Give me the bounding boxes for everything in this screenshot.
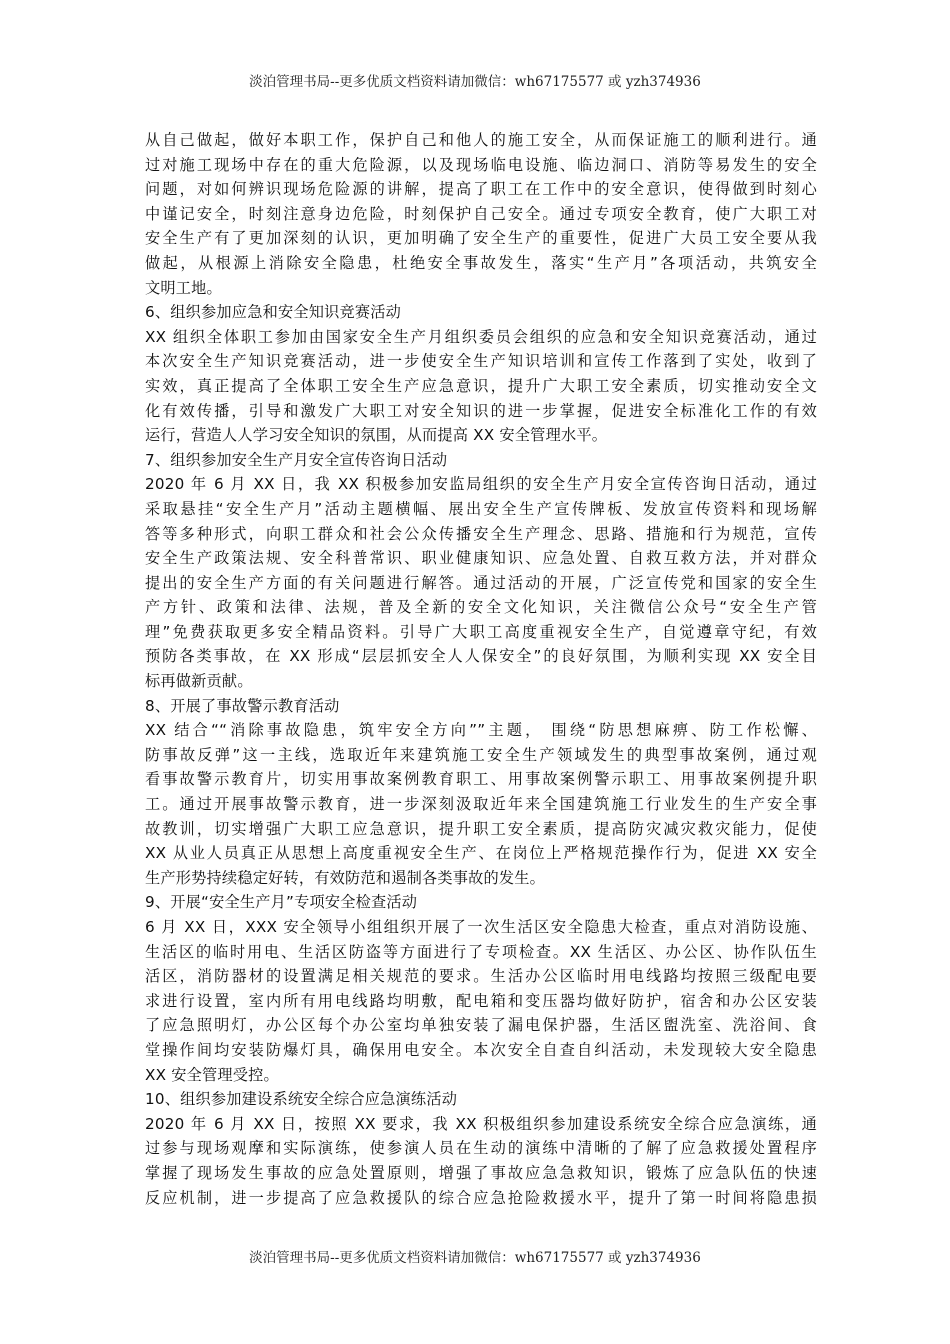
text-line: 了应急照明灯，办公区每个办公室均单独安装了漏电保护器，生活区盥洗室、洗浴间、食 (145, 1016, 817, 1035)
text-line: 求进行设置，室内所有用电线路均明敷，配电箱和变压器均做好防护，宿舍和办公区安装 (145, 991, 817, 1010)
section-heading: 10、组织参加建设系统安全综合应急演练活动 (145, 1090, 458, 1109)
text-line: 过参与现场观摩和实际演练，使参演人员在生动的演练中清晰的了解了应急救援处置程序 (145, 1139, 817, 1158)
text-line: 反应机制，进一步提高了应急救援队的综合应急抢险救援水平，提升了第一时间将隐患损 (145, 1188, 817, 1207)
text-line: 做起，从根源上消除安全隐患，杜绝安全事故发生，落实“生产月”各项活动，共筑安全 (145, 253, 817, 272)
text-line: 6 月 XX 日，XXX 安全领导小组组织开展了一次生活区安全隐患大检查，重点对消防设施、 (145, 918, 817, 936)
text-line: 防事故反弹”这一主线，选取近年来建筑施工安全生产领域发生的典型事故案例，通过观 (145, 745, 817, 764)
text-line: 文明工地。 (145, 278, 222, 297)
text-line: 故教训，切实增强广大职工应急意识，提升职工安全素质，提高防灾减灾救灾能力，促使 (145, 819, 817, 838)
section-heading: 6、组织参加应急和安全知识竞赛活动 (145, 303, 402, 322)
text-line: 掌握了现场发生事故的应急处置原则，增强了事故应急急救知识，锻炼了应急队伍的快速 (145, 1163, 817, 1182)
text-line: 过对施工现场中存在的重大危险源，以及现场临电设施、临边洞口、消防等易发生的安全 (145, 155, 817, 174)
text-line: XX 安全管理受控。 (145, 1065, 279, 1084)
text-line: 标再做新贡献。 (145, 672, 253, 691)
page-footer: 淡泊管理书局--更多优质文档资料请加微信：wh67175577 或 yzh374936 (249, 1250, 701, 1266)
section-heading: 7、组织参加安全生产月安全宣传咨询日活动 (145, 450, 448, 469)
document-body (145, 128, 817, 1210)
text-line: 中谨记安全，时刻注意身边危险，时刻保护自己安全。通过专项安全教育，使广大职工对 (145, 204, 817, 223)
section-heading: 8、开展了事故警示教育活动 (145, 696, 340, 715)
text-line: 问题，对如何辨识现场危险源的讲解，提高了职工在工作中的安全意识，使得做到时刻心 (145, 180, 817, 199)
text-line: XX 结合““消除事故隐患，筑牢安全方向””主题， 围绕“防思想麻痹、防工作松懈、 (145, 721, 817, 740)
text-line: 提出的安全生产方面的有关问题进行解答。通过活动的开展，广泛宣传党和国家的安全生 (145, 573, 817, 592)
text-line: 实效，真正提高了全体职工安全生产应急意识，提升广大职工安全素质，切实推动安全文 (145, 376, 817, 395)
text-line: 看事故警示教育片，切实用事故案例教育职工、用事故案例警示职工、用事故案例提升职 (145, 770, 817, 789)
text-line: 生活区的临时用电、生活区防盗等方面进行了专项检查。XX 生活区、办公区、协作队伍生 (145, 942, 817, 961)
text-line: 安全生产政策法规、安全科普常识、职业健康知识、应急处置、自救互救方法，并对群众 (145, 549, 817, 568)
text-line: 化有效传播，引导和激发广大职工对安全知识的进一步掌握，促进安全标准化工作的有效 (145, 401, 817, 420)
text-line: 答等多种形式，向职工群众和社会公众传播安全生产理念、思路、措施和行为规范，宣传 (145, 524, 817, 543)
text-line: 从自己做起，做好本职工作，保护自己和他人的施工安全，从而保证施工的顺利进行。通 (145, 131, 817, 149)
page-header: 淡泊管理书局--更多优质文档资料请加微信：wh67175577 或 yzh374936 (249, 74, 701, 90)
text-line: 堂操作间均安装防爆灯具，确保用电安全。本次安全自查自纠活动，未发现较大安全隐患 (145, 1040, 817, 1059)
text-line: 生产形势持续稳定好转，有效防范和遏制各类事故的发生。 (145, 868, 546, 887)
section-heading: 9、开展“安全生产月”专项安全检查活动 (145, 893, 418, 912)
text-line: 本次安全生产知识竞赛活动，进一步使安全生产知识培训和宣传工作落到了实处，收到了 (145, 352, 817, 371)
text-line: 预防各类事故，在 XX 形成“层层抓安全人人保安全”的良好氛围，为顺利实现 XX 安全目 (145, 647, 817, 666)
text-line: 产方针、政策和法律、法规，普及全新的安全文化知识，关注微信公众号“安全生产管 (145, 598, 817, 617)
text-line: XX 组织全体职工参加由国家安全生产月组织委员会组织的应急和安全知识竞赛活动，通过 (145, 327, 817, 346)
text-line: 理”免费获取更多安全精品资料。引导广大职工高度重视安全生产，自觉遵章守纪，有效 (145, 622, 817, 641)
text-line: 采取悬挂“安全生产月”活动主题横幅、展出安全生产宣传牌板、发放宣传资料和现场解 (145, 499, 817, 518)
text-line: 2020 年 6 月 XX 日，按照 XX 要求，我 XX 积极组织参加建设系统安全综合应急演练，通 (145, 1114, 817, 1133)
text-line: XX 从业人员真正从思想上高度重视安全生产、在岗位上严格规范操作行为，促进 XX 安全 (145, 844, 817, 863)
text-line: 运行，营造人人学习安全知识的氛围，从而提高 XX 安全管理水平。 (145, 426, 608, 445)
text-line: 安全生产有了更加深刻的认识，更加明确了安全生产的重要性，促进广大员工安全要从我 (145, 229, 817, 248)
text-line: 活区，消防器材的设置满足相关规范的要求。生活办公区临时用电线路均按照三级配电要 (145, 967, 817, 986)
text-line: 工。通过开展事故警示教育，进一步深刻汲取近年来全国建筑施工行业发生的生产安全事 (145, 795, 817, 814)
text-line: 2020 年 6 月 XX 日，我 XX 积极参加安监局组织的安全生产月安全宣传咨询日活动，通过 (145, 475, 817, 494)
